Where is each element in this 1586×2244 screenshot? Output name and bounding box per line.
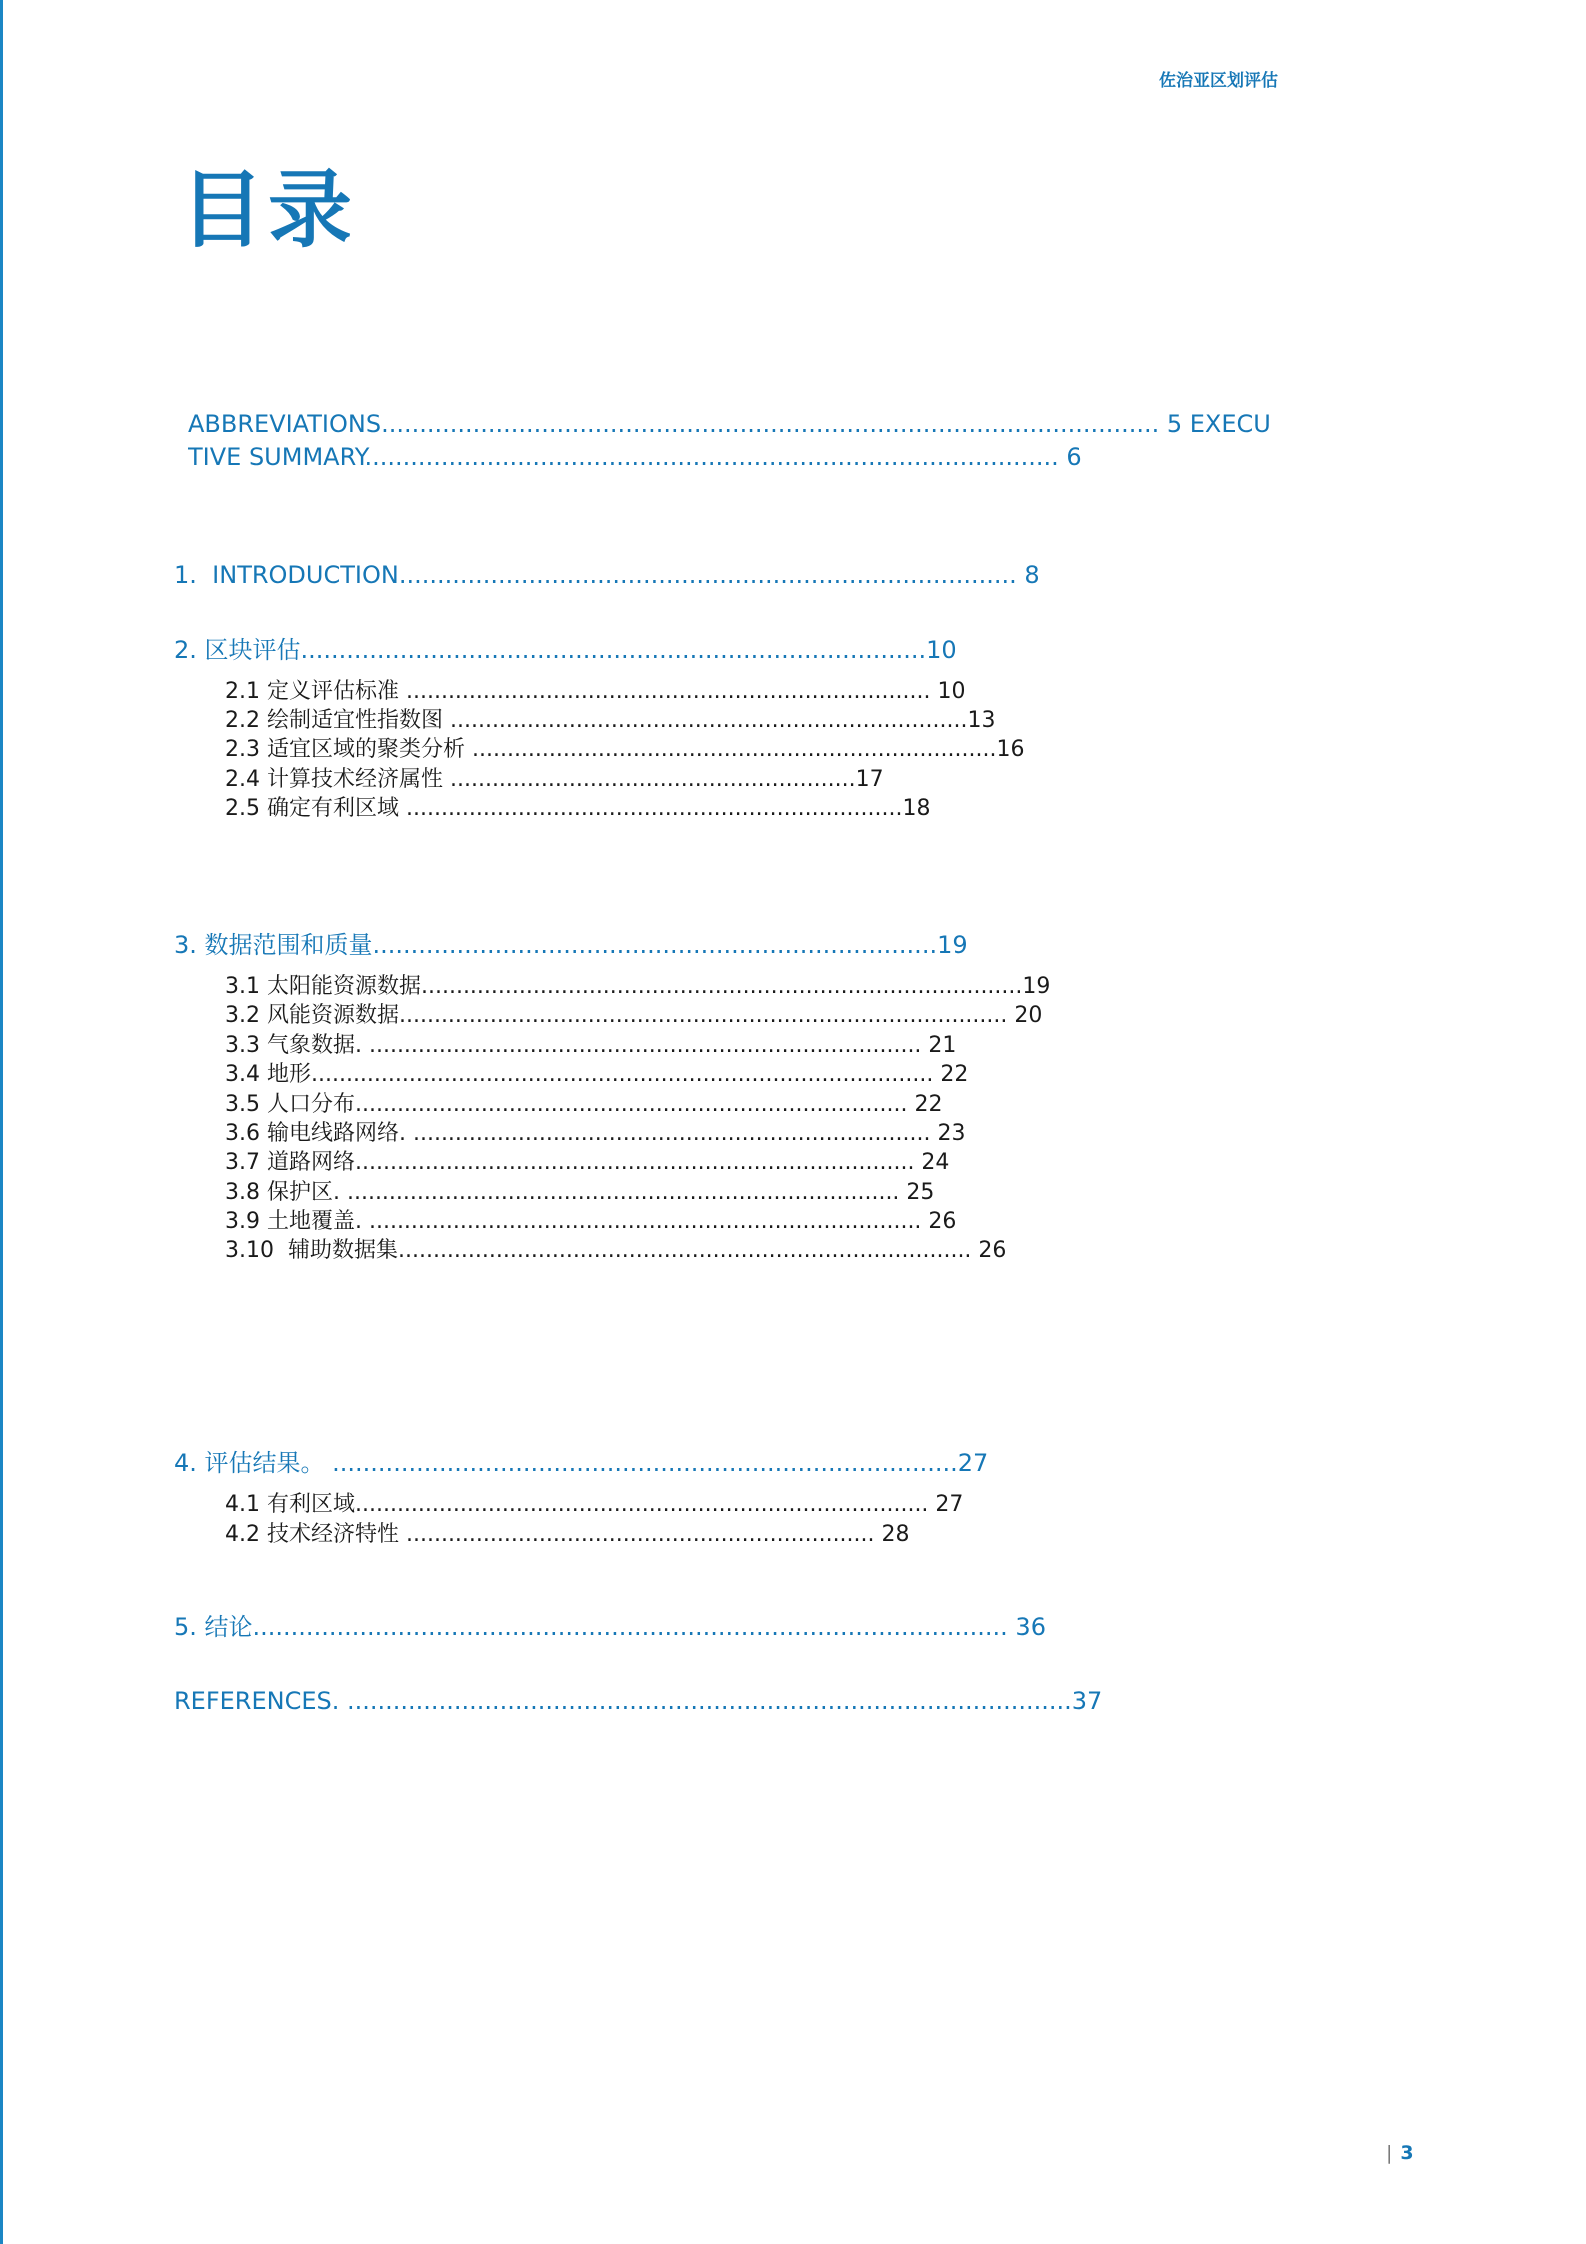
toc-leader-dots: ............................................................................... — [368, 1033, 922, 1058]
toc-item-3-2[interactable] — [225, 1001, 1261, 1031]
toc-entry-page: 8 — [1016, 561, 1040, 589]
toc-item-3-7[interactable] — [225, 1148, 1213, 1178]
toc-entry-label: 3.3 气象数据. — [225, 1033, 369, 1058]
toc-item-2-3[interactable] — [225, 735, 1251, 765]
toc-entry-label: 3.9 土地覆盖. — [225, 1209, 369, 1234]
toc-leader-dots: ................................................................................. — [398, 561, 1017, 589]
toc-leader-dots: ............................................................................... — [354, 1092, 908, 1117]
toc-entry-page: 5 EXECU — [1159, 410, 1271, 438]
toc-item-3-9[interactable] — [225, 1207, 1229, 1237]
toc-leader-dots: .......................................................................... — [412, 1121, 931, 1146]
toc-section-5[interactable] — [174, 1610, 1160, 1644]
toc-entry-label: 3.7 道路网络 — [225, 1150, 355, 1175]
toc-leader-dots: ................................................................... — [405, 1522, 875, 1547]
toc-item-4-1[interactable] — [225, 1490, 1241, 1520]
toc-leader-dots: .................................................................................. — [332, 1449, 958, 1477]
page-footer — [1386, 2142, 1414, 2164]
toc-entry-page: 16 — [996, 737, 1025, 762]
toc-entry-label: 3.4 地形 — [225, 1062, 311, 1087]
toc-entry-page: 24 — [914, 1150, 950, 1175]
toc-entry-label: 1. INTRODUCTION — [174, 561, 399, 589]
toc-entry-label: TIVE SUMMARY — [188, 443, 365, 471]
toc-item-3-8[interactable] — [225, 1178, 1201, 1208]
toc-entry-label: REFERENCES. — [174, 1687, 348, 1715]
toc-entry-page: 36 — [1007, 1613, 1046, 1641]
toc-leader-dots: .................................................................................. — [397, 1238, 972, 1263]
toc-entry-page: 21 — [921, 1033, 957, 1058]
toc-leader-dots: ............................................................................... — [346, 1180, 900, 1205]
toc-entry-label: 3.10 辅助数据集 — [225, 1238, 398, 1263]
toc-item-3-4[interactable] — [225, 1060, 1235, 1090]
toc-entry-label: ABBREVIATIONS — [188, 410, 382, 438]
toc-section-2[interactable] — [174, 633, 1070, 667]
toc-leader-dots: .................................................................................. — [354, 1492, 929, 1517]
toc-section-3[interactable] — [174, 928, 1146, 962]
toc-entry-page: 19 — [937, 931, 968, 959]
toc-entry-page: 10 — [930, 679, 966, 704]
page-edge-line — [0, 0, 3, 2244]
toc-leader-dots: ........................................................................................... — [364, 443, 1059, 471]
toc-leader-dots: .......................................................................... — [449, 708, 968, 733]
toc-leader-dots: .......................................................... — [449, 767, 856, 792]
toc-entry-page: 26 — [971, 1238, 1007, 1263]
toc-entry-page: 22 — [907, 1092, 943, 1117]
toc-leader-dots: ........................................................................... — [471, 737, 997, 762]
toc-leader-dots: ............................................................................... — [368, 1209, 922, 1234]
toc-leader-dots: ........................................................................... — [405, 679, 931, 704]
toc-entry-executive-summary[interactable] — [188, 440, 1238, 474]
toc-entry-page: 37 — [1071, 1687, 1103, 1715]
toc-entry-page: 27 — [957, 1449, 989, 1477]
toc-entry-label: 3.1 太阳能资源数据 — [225, 974, 421, 999]
toc-entry-page: 27 — [928, 1492, 964, 1517]
toc-item-2-5[interactable] — [225, 794, 1153, 824]
toc-leader-dots: ....................................................................................... — [398, 1003, 1008, 1028]
toc-item-4-2[interactable] — [225, 1520, 1155, 1550]
running-header: 佐治亚区划评估 — [1159, 71, 1278, 91]
toc-entry-page: 28 — [874, 1522, 910, 1547]
toc-entry-label: 5. 结论 — [174, 1613, 253, 1641]
toc-item-3-3[interactable] — [225, 1031, 1209, 1061]
toc-entry-label: 4.1 有利区域 — [225, 1492, 355, 1517]
toc-entry-label: 2.5 确定有利区域 — [225, 796, 406, 821]
toc-entry-page: 17 — [855, 767, 884, 792]
toc-item-2-1[interactable] — [225, 677, 1121, 707]
toc-item-3-6[interactable] — [225, 1119, 1203, 1149]
toc-leader-dots: ...................................................................................... — [420, 974, 1023, 999]
toc-item-2-2[interactable] — [225, 706, 1207, 736]
toc-entry-page: 26 — [921, 1209, 957, 1234]
footer-separator: | — [1386, 2142, 1393, 2164]
toc-entry-abbreviations[interactable] — [188, 407, 1410, 441]
toc-entry-label: 3.8 保护区. — [225, 1180, 347, 1205]
toc-section-1[interactable] — [174, 558, 1294, 592]
toc-entry-page: 20 — [1007, 1003, 1043, 1028]
page-title: 目录 — [180, 161, 357, 259]
toc-entry-page: 19 — [1022, 974, 1051, 999]
toc-item-3-1[interactable] — [225, 972, 1277, 1002]
page-number: 3 — [1400, 2142, 1414, 2164]
toc-entry-label: 2.2 绘制适宜性指数图 — [225, 708, 450, 733]
toc-entry-label: 3.6 输电线路网络. — [225, 1121, 413, 1146]
toc-leader-dots: ................................................................................ — [354, 1150, 915, 1175]
toc-item-3-10[interactable] — [225, 1236, 1271, 1266]
toc-leader-dots: ............................................................................................... — [347, 1687, 1072, 1715]
toc-leader-dots: .................................................................................. — [300, 636, 927, 664]
toc-item-2-4[interactable] — [225, 765, 1065, 795]
toc-entry-label: 3.5 人口分布 — [225, 1092, 355, 1117]
toc-entry-page: 10 — [926, 636, 957, 664]
toc-leader-dots: ....................................................................... — [405, 796, 903, 821]
toc-leader-dots: ......................................................................................... — [310, 1062, 934, 1087]
toc-entry-label: 2.3 适宜区域的聚类分析 — [225, 737, 472, 762]
toc-entry-page: 6 — [1058, 443, 1082, 471]
toc-entry-label: 2.4 计算技术经济属性 — [225, 767, 450, 792]
toc-entry-page: 18 — [902, 796, 931, 821]
toc-entry-label: 4.2 技术经济特性 — [225, 1522, 406, 1547]
toc-section-4[interactable] — [174, 1446, 1154, 1480]
toc-entry-label: 2.1 定义评估标准 — [225, 679, 406, 704]
toc-leader-dots: ...................................................................................................... — [381, 410, 1160, 438]
toc-item-3-5[interactable] — [225, 1090, 1209, 1120]
toc-entry-page: 25 — [899, 1180, 935, 1205]
toc-entry-label: 4. 评估结果。 — [174, 1449, 333, 1477]
toc-leader-dots: .......................................................................... — [372, 931, 938, 959]
toc-leader-dots: ................................................................................................... — [252, 1613, 1008, 1641]
toc-entry-label: 3. 数据范围和质量 — [174, 931, 373, 959]
toc-references[interactable] — [174, 1684, 1304, 1718]
toc-entry-label: 2. 区块评估 — [174, 636, 301, 664]
toc-entry-page: 22 — [933, 1062, 969, 1087]
toc-entry-page: 23 — [930, 1121, 966, 1146]
toc-entry-page: 13 — [967, 708, 996, 733]
toc-entry-label: 3.2 风能资源数据 — [225, 1003, 399, 1028]
